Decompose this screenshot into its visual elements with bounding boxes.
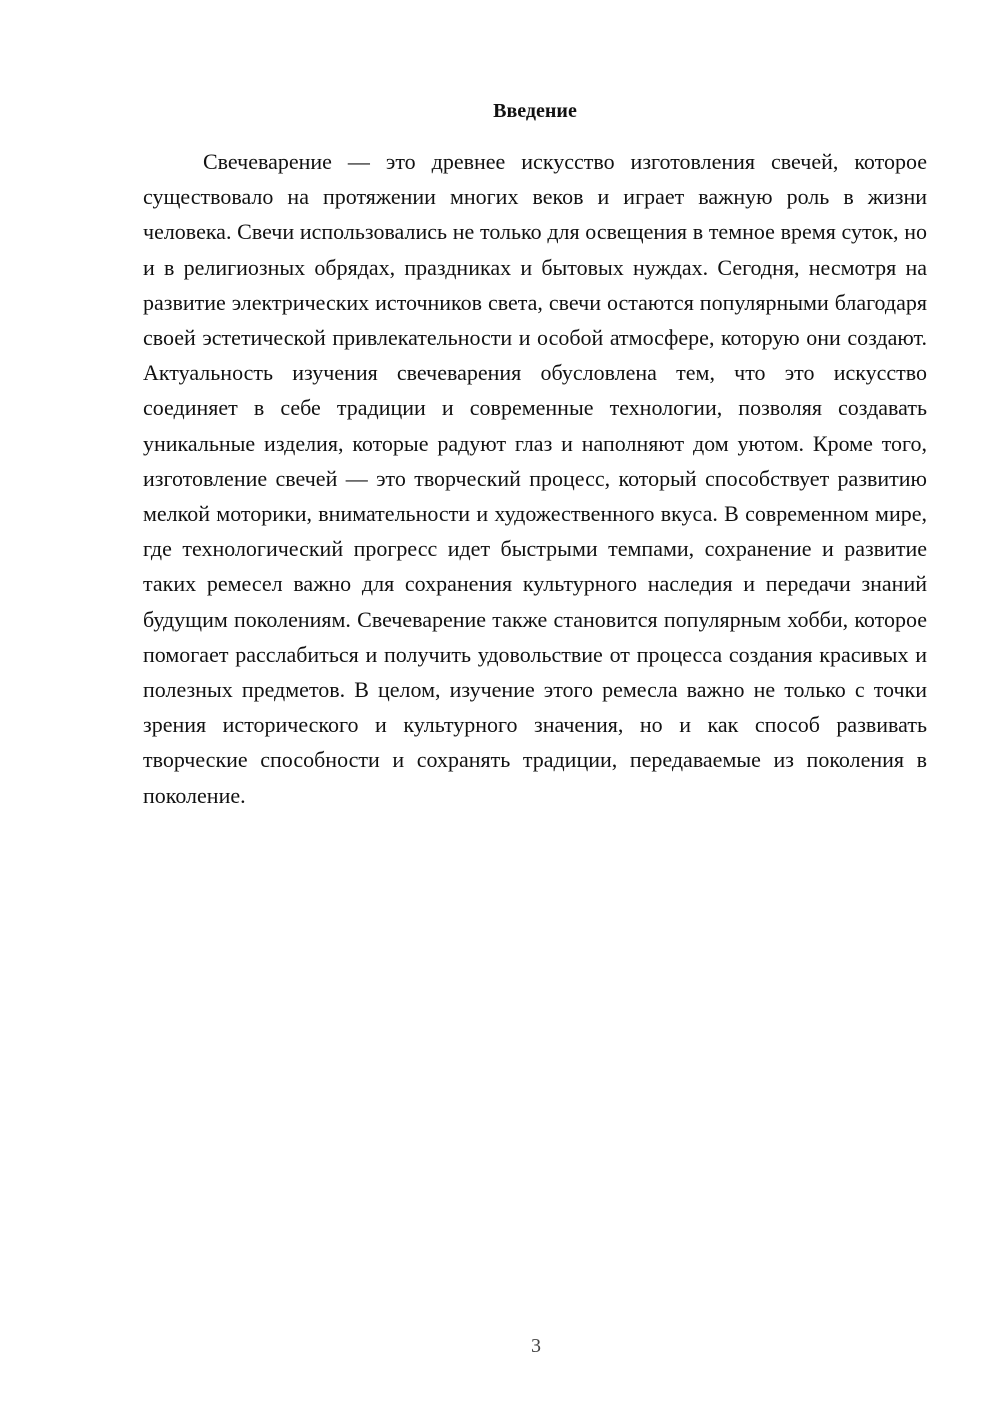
page-number: 3 xyxy=(531,1335,541,1357)
body-paragraph: Свечеварение — это древнее искусство изготовления свечей, которое существовало на протяжении многих веков и играет важную роль в жизни человека. Свечи использовались не только для освещения в темное время суток, но и в религиозных обрядах, праздниках и бытовых нуждах. Сегодня, несмотря на развитие электрических источников света, свечи остаются популярными благодаря своей эстетической привлекательности и особой атмосфере, которую они создают. Актуальность изучения свечеварения обусловлена тем, что это искусство соединяет в себе традиции и современные технологии, позволяя создавать уникальные изделия, которые радуют глаз и наполняют дом уютом. Кроме того, изготовление свечей — это творческий процесс, который способствует развитию мелкой моторики, внимательности и художественного вкуса. В современном мире, где технологический прогресс идет быстрыми темпами, сохранение и развитие таких ремесел важно для сохранения культурного наследия и передачи знаний будущим поколениям. Свечеварение также становится популярным хобби, которое помогает расслабиться и получить удовольствие от процесса создания красивых и полезных предметов. В целом, изучение этого ремесла важно не только с точки зрения исторического и культурного значения, но и как способ развивать творческие способности и сохранять традиции, передаваемые из поколения в поколение. xyxy=(143,149,927,808)
section-heading: Введение xyxy=(493,100,577,122)
